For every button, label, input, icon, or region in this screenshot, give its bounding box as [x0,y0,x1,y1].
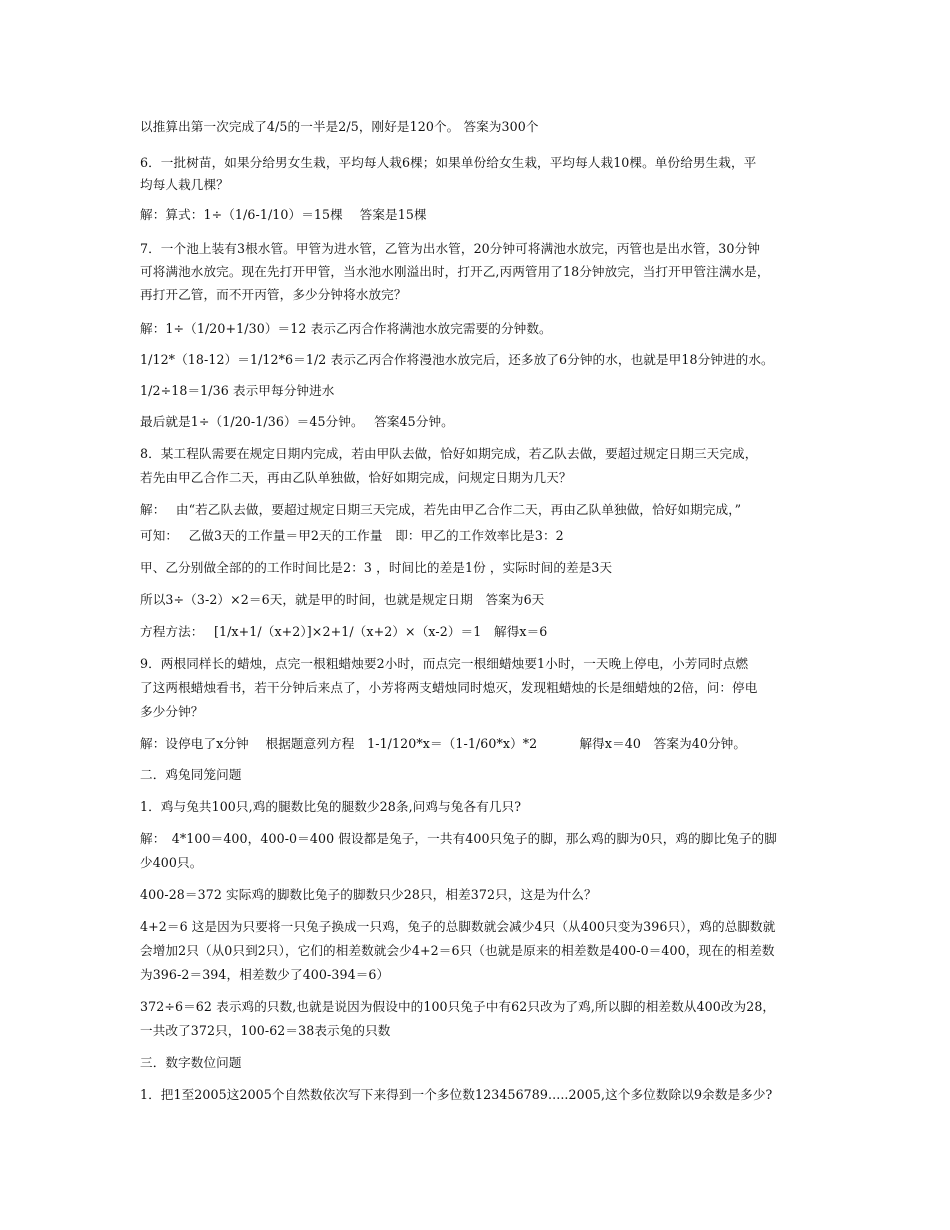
problem-6-line-1: 6．一批树苗，如果分给男女生栽，平均每人栽6棵；如果单份给女生栽，平均每人栽10棵。单份给男生栽，平 [140,155,757,170]
chicken-rabbit-solution-6: 为396-2＝394，相差数少了400-394＝6） [140,967,390,982]
problem-8-solution-2: 可知： 乙做3天的工作量＝甲2天的工作量 即：甲乙的工作效率比是3：2 [140,528,564,543]
chicken-rabbit-solution-5: 会增加2只（从0只到2只），它们的相差数就会少4+2＝6只（也就是原来的相差数是400-0＝400，现在的相差数 [140,943,775,958]
problem-8-solution-1: 解： 由“若乙队去做，要超过规定日期三天完成，若先由甲乙合作二天，再由乙队单独做，恰好如期完成，” [140,502,742,517]
chicken-rabbit-problem: 1．鸡与兔共100只,鸡的腿数比兔的腿数少28条,问鸡与兔各有几只? [140,799,522,814]
chicken-rabbit-solution-8: 一共改了372只，100-62＝38表示兔的只数 [140,1023,391,1038]
section-heading-2: 二．鸡兔同笼问题 [140,767,242,782]
problem-7-solution-2: 1/12*（18-12）＝1/12*6＝1/2 表示乙丙合作将漫池水放完后，还多放了6分钟的水，也就是甲18分钟进的水。 [140,352,774,367]
problem-9-line-3: 多少分钟？ [140,704,204,719]
chicken-rabbit-solution-1: 解： 4*100＝400，400-0＝400 假设都是兔子，一共有400只兔子的脚，那么鸡的脚为0只，鸡的脚比兔子的脚 [140,831,777,846]
chicken-rabbit-solution-7: 372÷6＝62 表示鸡的只数,也就是说因为假设中的100只兔子中有62只改为了鸡,所以脚的相差数从400改为28， [140,999,776,1014]
problem-6-line-2: 均每人栽几棵？ [140,177,229,192]
digit-problem-1: 1．把1至2005这2005个自然数依次写下来得到一个多位数123456789.....2005,这个多位数除以9余数是多少? [140,1087,773,1102]
chicken-rabbit-solution-4: 4+2＝6 这是因为只要将一只兔子换成一只鸡，兔子的总脚数就会减少4只（从400只变为396只），鸡的总脚数就 [140,919,776,934]
problem-9-solution: 解：设停电了x分钟 根据题意列方程 1-1/120*x＝（1-1/60*x）*2 解得x＝40 答案为40分钟。 [140,736,747,751]
problem-7-solution-1: 解：1÷（1/20+1/30）＝12 表示乙丙合作将满池水放完需要的分钟数。 [140,321,552,336]
problem-8-equation: 方程方法： [1/x+1/（x+2）]×2+1/（x+2）×（x-2）＝1 解得x＝6 [140,624,548,639]
problem-8-line-2: 若先由甲乙合作二天，再由乙队单独做，恰好如期完成，问规定日期为几天？ [140,470,572,485]
problem-7-line-2: 可将满池水放完。现在先打开甲管，当水池水刚溢出时，打开乙,丙两管用了18分钟放完，当打开甲管注满水是， [140,264,770,279]
chicken-rabbit-solution-2: 少400只。 [140,855,203,870]
problem-6-solution: 解：算式：1÷（1/6-1/10）＝15棵 答案是15棵 [140,207,427,222]
problem-8-solution-4: 所以3÷（3-2）×2＝6天，就是甲的时间，也就是规定日期 答案为6天 [140,592,545,607]
problem-7-solution-3: 1/2÷18＝1/36 表示甲每分钟进水 [140,383,335,398]
problem-8-line-1: 8．某工程队需要在规定日期内完成，若由甲队去做，恰好如期完成，若乙队去做，要超过规定日期三天完成， [140,446,758,461]
chicken-rabbit-solution-3: 400-28＝372 实际鸡的脚数比兔子的脚数只少28只，相差372只，这是为什么？ [140,887,597,902]
problem-7-line-3: 再打开乙管，而不开丙管，多少分钟将水放完？ [140,287,407,302]
problem-9-line-1: 9．两根同样长的蜡烛，点完一根粗蜡烛要2小时，而点完一根细蜡烛要1小时，一天晚上停电，小芳同时点燃 [140,656,749,671]
problem-7-line-1: 7．一个池上装有3根水管。甲管为进水管，乙管为出水管，20分钟可将满池水放完，丙管也是出水管，30分钟 [140,241,760,256]
problem-9-line-2: 了这两根蜡烛看书，若干分钟后来点了，小芳将两支蜡烛同时熄灭，发现粗蜡烛的长是细蜡烛的2倍，问：停电 [140,680,758,695]
problem-8-solution-3: 甲、乙分别做全部的的工作时间比是2：3 ，时间比的差是1份 ，实际时间的差是3天 [140,560,613,575]
text-line: 以推算出第一次完成了4/5的一半是2/5，刚好是120个。 答案为300个 [140,119,539,134]
problem-7-solution-4: 最后就是1÷（1/20-1/36）＝45分钟。 答案45分钟。 [140,414,454,429]
section-heading-3: 三．数字数位问题 [140,1055,242,1070]
